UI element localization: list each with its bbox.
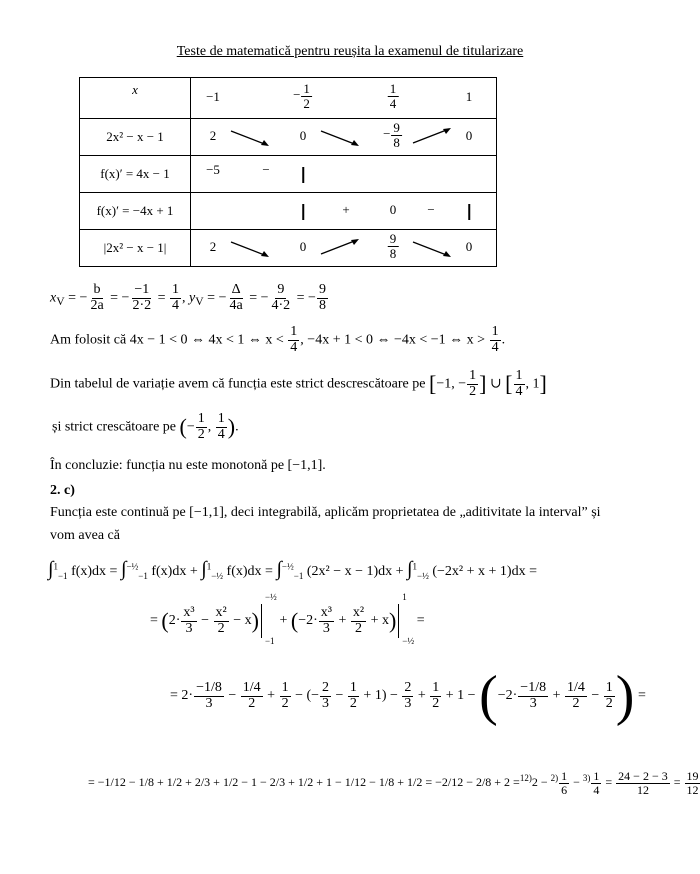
table-row — [80, 78, 497, 119]
arrow-up-icon — [413, 127, 453, 145]
conclusion-line: În concluzie: funcția nu este monotonă pe [−1,1]. — [50, 458, 326, 473]
table-divider — [302, 203, 304, 220]
arrow-down-icon — [231, 129, 271, 147]
integral-equation: ∫$^1_{-1}$ f(x)dx = ∫$^{-\frac{1}{2}}_{-1}$ f(x)dx + ∫$^1_{-\frac{1}{2}}$ f(x)dx = ∫$^{-\frac{1}{2}}_{-1}$ (2x² − x − 1)dx + ∫$^1_{-\frac{1}{2}}$ (−2x² + x + 1)dx = — [48, 558, 537, 581]
variation-table — [79, 77, 497, 267]
paragraph-line: Funcția este continuă pe [−1,1], deci integrabilă, aplicăm proprietatea de „aditivitate la interval” și — [50, 505, 601, 520]
vertex-formula: $x_V$ = − $\frac{b}{2a}$ = − $\frac{-1}{2\cdot 2}$ = $\frac{1}{4}$ , $y_V$ = − $\frac{\Delta}{4a}$ = − $\frac{9}{4\cdot 2}$ = − $\frac{9}{8}$ — [50, 282, 326, 313]
table-row — [80, 230, 497, 267]
table-value: 0 — [389, 202, 397, 217]
table-row — [80, 156, 497, 193]
paragraph-line: vom avea că — [50, 528, 120, 543]
arrow-up-icon — [321, 238, 361, 256]
table-value: 0 — [465, 239, 473, 254]
row-label-abs: |2x² − x − 1| — [80, 230, 191, 267]
table-sign: − — [427, 202, 435, 217]
decreasing-line: Din tabelul de variație avem că funcția este strict descrescătoare pe [−1, − $\frac{1}{2}$ ] ∪ [ $\frac{1}{4}$ , 1] — [50, 368, 547, 399]
arrow-down-icon — [321, 129, 361, 147]
derivative-1-row-cell — [191, 156, 497, 193]
x-value: 1 — [465, 89, 473, 104]
derivative-2-row-cell — [191, 193, 497, 230]
abs-row-cell — [191, 230, 497, 267]
table-value: $\frac{9}{8}$ — [389, 231, 397, 261]
table-value: − $\frac{9}{8}$ — [383, 120, 400, 150]
x-value: $\frac{1}{4}$ — [389, 81, 397, 111]
page-header: Teste de matematică pentru reușita la examenul de titularizare — [176, 44, 524, 59]
arrow-down-icon — [231, 240, 271, 258]
table-divider — [468, 203, 470, 220]
increasing-line: și strict crescătoare pe (− $\frac{1}{2}$ , $\frac{1}{4}$ ). — [52, 411, 239, 442]
table-sign: − — [262, 162, 270, 177]
table-value: 0 — [299, 128, 307, 143]
table-row — [80, 193, 497, 230]
x-values-cell — [191, 78, 497, 119]
row-label-x: x — [80, 78, 191, 119]
substitution-equation: = 2· $\frac{-1/8}{3}$ − $\frac{1/4}{2}$ + $\frac{1}{2}$ − (− $\frac{2}{3}$ − $\frac{1}{2}$ + 1) − $\frac{2}{3}$ + $\frac{1}{2}$ + 1 − (−2· $\frac{-1/8}{3}$ + $\frac{1/4}{2}$ − $\frac{1}{2}$ ) = — [170, 665, 646, 727]
antiderivative-equation: = (2· $\frac{\text{x³}}{3}$ − $\frac{\text{x²}}{2}$ − x) −½ −1 + (−2· $\frac{\text{x³}}{3}$ + $\frac{\text{x²}}{2}$ + x) 1 −½ = — [150, 592, 425, 646]
final-equation: = −1/12 − 1/8 + 1/2 + 2/3 + 1/2 − 1 − 2/3 + 1/2 + 1 − 1/12 − 1/8 + 1/2 = −2/12 − 2/8 + 2 =$^{12)}$2 − $^{2)}$ $\frac{1}{6}$ − $^{3)}$ $\frac{1}{4}$ = $\frac{24 - 2 - 3}{12}$ = $\frac{19}{12}$ — [88, 769, 699, 797]
row-label-quadratic: 2x² − x − 1 — [80, 119, 191, 156]
table-value: 2 — [209, 128, 217, 143]
x-value: − $\frac{1}{2}$ — [293, 81, 310, 111]
arrow-down-icon — [413, 240, 453, 258]
row-label-derivative-2: f(x)′ = −4x + 1 — [80, 193, 191, 230]
section-heading: 2. c) — [50, 483, 75, 498]
table-value: −5 — [206, 162, 220, 177]
table-value: 2 — [209, 239, 217, 254]
inequality-line: Am folosit că 4x − 1 < 0 ⇔ 4x < 1 ⇔ x < $\frac{1}{4}$ , −4x + 1 < 0 ⇔ −4x < −1 ⇔ x > $\frac{1}{4}$ . — [50, 324, 506, 355]
table-sign: + — [342, 202, 350, 217]
quadratic-row-cell — [191, 119, 497, 156]
table-value: 0 — [465, 128, 473, 143]
table-value: 0 — [299, 239, 307, 254]
row-label-derivative-1: f(x)′ = 4x − 1 — [80, 156, 191, 193]
x-value: −1 — [206, 89, 220, 104]
table-divider — [302, 166, 304, 183]
table-row — [80, 119, 497, 156]
